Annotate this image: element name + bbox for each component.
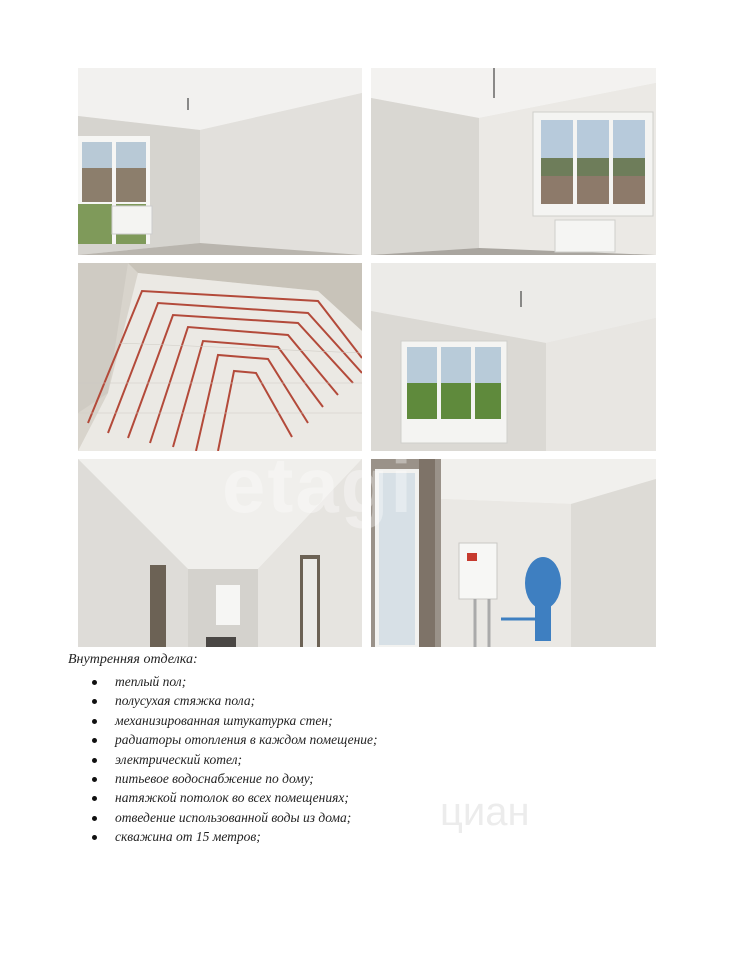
list-item (68, 769, 668, 788)
bullet-icon (92, 835, 97, 840)
list-item-text: питьевое водоснабжение по дому; (115, 770, 314, 786)
photo-room-1 (78, 68, 362, 255)
list-item (68, 808, 668, 827)
list-item (68, 827, 668, 846)
description-title: Внутренняя отделка: (68, 652, 198, 667)
photo-room-3 (371, 263, 656, 451)
bullet-icon (92, 758, 97, 763)
list-item (68, 691, 668, 710)
watermark-etagi: etagi (222, 441, 415, 529)
photo-underfloor-heating (78, 263, 362, 451)
list-item (68, 711, 668, 730)
list-item-text: скважина от 15 метров; (115, 829, 261, 845)
watermark-cian: циан (440, 790, 530, 834)
list-item (68, 730, 668, 749)
list-item (68, 750, 668, 769)
bullet-icon (92, 719, 97, 724)
list-item-text: электрический котел; (115, 751, 242, 767)
bullet-icon (92, 738, 97, 743)
bullet-icon (92, 777, 97, 782)
list-item (68, 672, 668, 691)
list-item-text: теплый пол; (115, 674, 187, 689)
list-item-text: натяжкой потолок во всех помещениях; (115, 790, 349, 806)
bullet-icon (92, 699, 97, 704)
list-item-text: полусухая стяжка пола; (115, 693, 256, 709)
list-item-text: механизированная штукатурка стен; (115, 712, 333, 728)
photo-room-2 (371, 68, 656, 255)
list-item-text: отведение использованной воды из дома; (115, 809, 352, 825)
finishing-description (68, 652, 668, 847)
list-item (68, 788, 668, 807)
bullet-icon (92, 796, 97, 801)
list-item-text: радиаторы отопления в каждом помещение; (115, 732, 378, 748)
bullet-icon (92, 816, 97, 821)
bullet-icon (92, 680, 97, 685)
finishing-list (68, 672, 668, 847)
